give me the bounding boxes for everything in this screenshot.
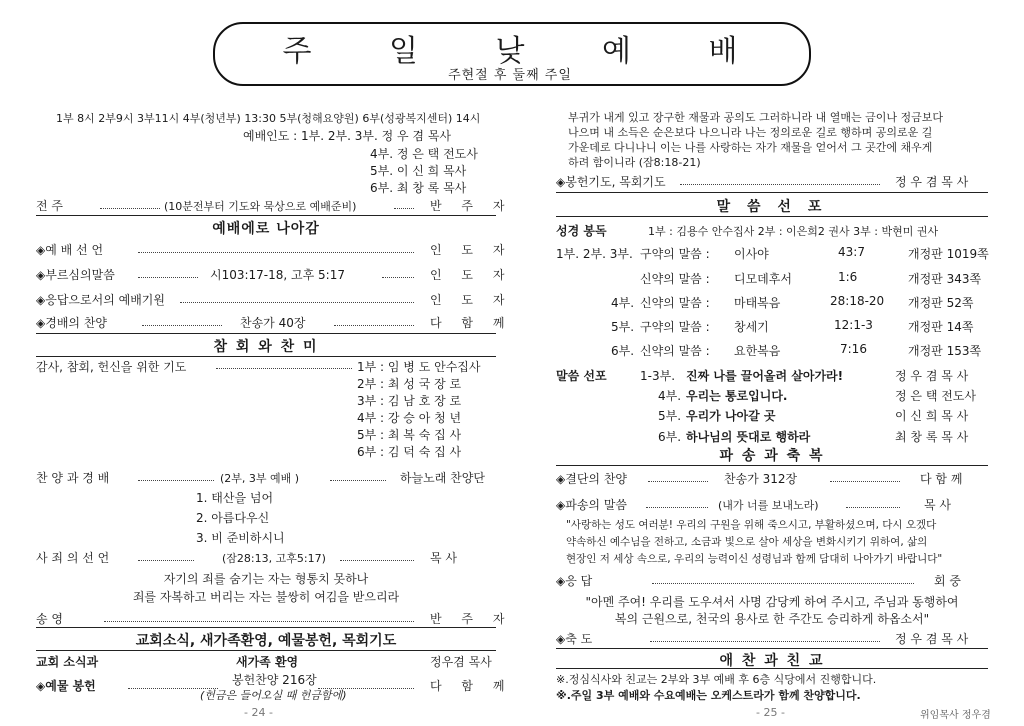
confession-label: 감사, 참회, 헌신을 위한 기도	[36, 360, 187, 374]
order-item-who: 인 도 자	[430, 268, 513, 282]
order-item-label: ◈응답으로서의 예배기원	[36, 293, 165, 307]
divider	[36, 215, 496, 216]
prayer-leader: 2부 : 최 성 국 장 로	[357, 377, 462, 391]
section-heading-approach: 예배에로 나아감	[212, 221, 320, 237]
reading-type: 신약의 말씀 :	[640, 296, 710, 310]
sending-text: 약속하신 예수님을 전하고, 소금과 빛으로 살아 세상을 변화시키기 위하여, 삶의	[566, 536, 928, 548]
divider	[36, 333, 496, 334]
section-heading-news: 교회소식, 새가족환영, 예물봉헌, 목회기도	[135, 633, 397, 649]
song-item: 3. 비 준비하시니	[196, 531, 285, 545]
order-item-label: ◈예 배 선 언	[36, 243, 104, 257]
divider	[36, 627, 496, 628]
sending-text: 현장인 저 세상 속으로, 우리의 능력이신 성령님과 함께 담대히 나아가기 바랍니다"	[566, 553, 943, 565]
reading-ref: 1:6	[838, 270, 858, 284]
reading-type: 신약의 말씀 :	[640, 272, 710, 286]
leader-4: 4부. 정 은 택 전도사	[370, 147, 478, 161]
decision-who: 다 함 께	[920, 472, 963, 486]
sending-text: "사랑하는 성도 여러분! 우리의 구원을 위해 죽으시고, 부활하셨으며, 다시 오겠다	[566, 519, 937, 531]
offering-who: 다 함 께	[430, 679, 513, 693]
doxology-who: 반 주 자	[430, 612, 513, 626]
leader-dots	[318, 688, 414, 689]
leader-dots	[394, 208, 414, 209]
sending-mid: (내가 너를 보내노라)	[718, 499, 819, 512]
reading-page: 개정판 14쪽	[908, 320, 974, 334]
divider	[556, 465, 988, 466]
section-heading-confession: 참 회 와 찬 미	[213, 339, 319, 355]
forgive-who: 목 사	[430, 551, 457, 565]
response-text: "아멘 주여! 우리를 도우셔서 사명 감당케 하여 주시고, 주님과 동행하여	[585, 595, 959, 609]
leader-dots	[648, 481, 708, 482]
leader-dots	[680, 184, 880, 185]
divider	[556, 192, 988, 193]
divider	[556, 668, 988, 669]
news-mid: 새가족 환영	[236, 655, 299, 669]
reading-type: 구약의 말씀 :	[640, 320, 710, 334]
verse-line: 자기의 죄를 숨기는 자는 형통치 못하나	[163, 572, 369, 586]
reading-label: 성경 봉독	[556, 224, 607, 238]
verse-line: 죄를 자복하고 버리는 자는 불쌍히 여김을 받으리라	[132, 590, 400, 604]
song-item: 1. 태산을 넘어	[196, 491, 274, 505]
page-number: - 24 -	[244, 706, 273, 719]
reading-ref: 7:16	[840, 342, 867, 356]
service-times: 1부 8시 2부9시 3부11시 4부(청년부) 13:30 5부(청해요양원) 6부(성광복지센터) 14시	[56, 112, 481, 125]
leader-dots	[652, 583, 914, 584]
leader-dots	[330, 480, 386, 481]
leader-dots	[830, 481, 900, 482]
reading-type: 구약의 말씀 :	[640, 247, 710, 261]
sermon-who: 정 우 겸 목 사	[895, 369, 969, 383]
sending-who: 목 사	[924, 498, 951, 512]
prelude-label: 전 주	[36, 199, 63, 213]
leaders-label: 예배인도 : 1부. 2부. 3부. 정 우 겸 목사	[243, 129, 452, 143]
reading-part: 1부. 2부. 3부.	[556, 247, 633, 261]
verse-line: 가운데로 다니나니 이는 나를 사랑하는 자가 재물을 얻어서 그 곳간에 채우게	[568, 141, 933, 154]
reading-page: 개정판 153쪽	[908, 344, 982, 358]
verse-line: 하려 함이니라 (잠8:18-21)	[568, 156, 701, 169]
note-line: ※.정심식사와 친교는 2부와 3부 예배 후 6층 식당에서 진행합니다.	[556, 673, 877, 686]
order-item-who: 다 함 께	[430, 316, 513, 330]
sermon-title: 하나님의 뜻대로 행하라	[686, 430, 811, 444]
divider	[556, 648, 988, 649]
readers: 1부 : 김용수 안수집사 2부 : 이은희2 권사 3부 : 박현미 권사	[648, 225, 939, 238]
reading-ref: 28:18-20	[830, 294, 885, 308]
footer-credit: 위임목사 정우겸	[920, 710, 991, 721]
leader-dots	[100, 208, 160, 209]
leader-dots	[646, 507, 708, 508]
prayer-leader: 5부 : 최 복 숙 집 사	[357, 428, 462, 442]
news-label: 교회 소식과	[36, 655, 99, 669]
prelude-who: 반 주 자	[430, 199, 513, 213]
order-item-who: 인 도 자	[430, 243, 513, 257]
reading-page: 개정판 52쪽	[908, 296, 974, 310]
reading-part: 4부.	[611, 296, 635, 310]
sending-label: ◈파송의 말씀	[556, 498, 628, 512]
prayer-leader: 1부 : 임 병 도 안수집사	[357, 360, 481, 374]
leader-5: 5부. 이 신 희 목사	[370, 164, 467, 178]
sermon-label: 말씀 선포	[556, 369, 607, 383]
section-heading-word: 말 씀 선 포	[716, 199, 828, 215]
reading-type: 신약의 말씀 :	[640, 344, 710, 358]
leader-dots	[138, 560, 194, 561]
reading-book: 요한복음	[734, 344, 781, 358]
sermon-title: 우리는 통로입니다.	[686, 389, 788, 403]
leader-dots	[138, 252, 414, 253]
divider	[36, 356, 496, 357]
response-text: 복의 근원으로, 천국의 용사로 한 주간도 승리하게 하옵소서"	[614, 612, 930, 626]
sermon-title: 진짜 나를 끌어올려 살아가라!	[686, 369, 844, 383]
sermon-part: 1-3부.	[640, 369, 676, 383]
order-item-label: ◈경배의 찬양	[36, 316, 108, 330]
verse-line: 나으며 내 소득은 순은보다 나으니라 나는 정의로운 길로 행하며 공의로운 길	[568, 126, 933, 139]
leader-dots	[180, 302, 414, 303]
verse-line: 부귀가 내게 있고 장구한 재물과 공의도 그러하니라 내 열매는 금이나 정금보다	[568, 111, 943, 124]
order-item-label: ◈부르심의말씀	[36, 268, 115, 282]
section-heading-fellowship: 애 찬 과 친 교	[719, 653, 825, 669]
divider	[36, 650, 496, 651]
leader-dots	[846, 507, 900, 508]
section-heading-sending: 파 송 과 축 복	[719, 448, 825, 464]
leader-dots	[138, 277, 198, 278]
reading-ref: 12:1-3	[834, 318, 873, 332]
note-line: ※.주일 3부 예배와 수요예배는 오케스트라가 함께 찬양합니다.	[556, 689, 861, 702]
reading-book: 창세기	[734, 320, 769, 334]
response-label: ◈응 답	[556, 574, 593, 588]
response-who: 회 중	[934, 574, 961, 588]
sermon-who: 최 창 록 목 사	[895, 430, 969, 444]
news-who: 정우겸 목사	[430, 655, 492, 669]
prayer-leader: 3부 : 김 남 호 장 로	[357, 394, 462, 408]
leader-dots	[142, 325, 222, 326]
sermon-part: 6부.	[658, 430, 682, 444]
reading-part: 5부.	[611, 320, 635, 334]
leader-dots	[334, 325, 414, 326]
sermon-who: 정 은 택 전도사	[895, 389, 976, 403]
sermon-part: 5부.	[658, 409, 682, 423]
reading-page: 개정판 343쪽	[908, 272, 982, 286]
page-number: - 25 -	[756, 706, 785, 719]
sermon-who: 이 신 희 목 사	[895, 409, 969, 423]
praise-mid: (2부, 3부 예배 )	[220, 472, 300, 485]
reading-ref: 43:7	[838, 245, 865, 259]
leader-dots	[382, 277, 414, 278]
leader-6: 6부. 최 창 록 목사	[370, 181, 467, 195]
pastoral-label: ◈봉헌기도, 목회기도	[556, 175, 666, 189]
page-title: 주 일 낮 예 배	[282, 34, 738, 69]
offering-mid: 봉헌찬양 216장	[232, 673, 317, 687]
reading-page: 개정판 1019쪽	[908, 247, 989, 261]
reading-part: 6부.	[611, 344, 635, 358]
doxology-label: 송 영	[36, 612, 63, 626]
divider	[556, 216, 988, 217]
song-item: 2. 아름다우신	[196, 511, 270, 525]
praise-who: 하늘노래 찬양단	[400, 471, 485, 485]
order-item-who: 인 도 자	[430, 293, 513, 307]
leader-dots	[216, 368, 352, 369]
offering-note: (헌금은 들어오실 때 헌금함에)	[200, 689, 347, 702]
sermon-part: 4부.	[658, 389, 682, 403]
leader-dots	[104, 621, 414, 622]
praise-label: 찬 양 과 경 배	[36, 471, 110, 485]
page-subtitle: 주현절 후 둘째 주일	[448, 68, 572, 83]
pastoral-who: 정 우 겸 목 사	[895, 175, 969, 189]
offering-label: ◈예물 봉헌	[36, 679, 96, 693]
reading-book: 디모데후서	[734, 272, 792, 286]
reading-book: 이사야	[734, 247, 769, 261]
forgive-mid: (잠28:13, 고후5:17)	[222, 552, 326, 565]
prelude-note: (10분전부터 기도와 묵상으로 예배준비)	[164, 200, 357, 213]
prayer-leader: 4부 : 강 승 아 청 년	[357, 411, 462, 425]
leader-dots	[650, 641, 880, 642]
leader-dots	[138, 480, 214, 481]
blessing-who: 정 우 겸 목 사	[895, 632, 969, 646]
decision-label: ◈결단의 찬양	[556, 472, 628, 486]
decision-mid: 찬송가 312장	[724, 472, 798, 486]
leader-dots	[340, 560, 414, 561]
blessing-label: ◈축 도	[556, 632, 593, 646]
reading-book: 마태복음	[734, 296, 781, 310]
order-item-mid: 시103:17-18, 고후 5:17	[210, 268, 345, 282]
order-item-mid: 찬송가 40장	[240, 316, 306, 330]
prayer-leader: 6부 : 김 덕 숙 집 사	[357, 445, 462, 459]
forgive-label: 사 죄 의 선 언	[36, 551, 110, 565]
sermon-title: 우리가 나아갈 곳	[686, 409, 776, 423]
